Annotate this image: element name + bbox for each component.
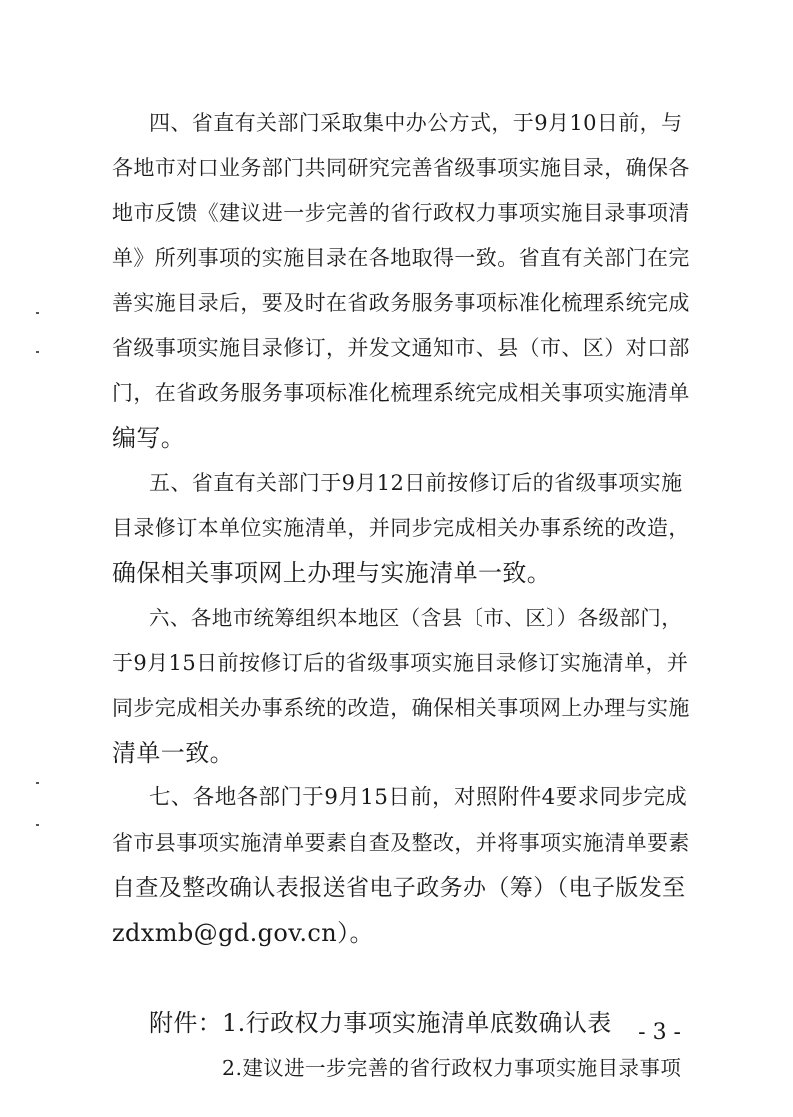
item-4-line-6: 省级事项实施目录修订，并发文通知市、县（市、区）对口部 [112, 336, 690, 360]
item-4-line-2: 各地市对口业务部门共同研究完善省级事项实施目录，确保各 [112, 156, 690, 180]
attachment-item-1: 1.行政权力事项实施清单底数确认表 [222, 1009, 612, 1037]
scan-speck [36, 824, 39, 826]
item-7-line-1: 七、各地各部门于9月15日前，对照附件4要求同步完成 [149, 785, 688, 810]
item-6-line-3: 同步完成相关办事系统的改造，确保相关事项网上办理与实施 [112, 696, 690, 720]
attachment-item-2: 2.建议进一步完善的省行政权力事项实施目录事项 [222, 1056, 682, 1080]
item-4-line-4: 单》所列事项的实施目录在各地取得一致。省直有关部门在完 [112, 246, 690, 270]
item-7-line-4: zdxmb@gd.gov.cn）。 [112, 919, 374, 947]
item-5-line-2: 目录修订本单位实施清单，并同步完成相关办事系统的改造， [112, 516, 690, 540]
item-6-line-4: 清单一致。 [112, 739, 234, 767]
item-4-line-7: 门，在省政务服务事项标准化梳理系统完成相关事项实施清单 [112, 381, 690, 405]
item-5-line-3: 确保相关事项网上办理与实施清单一致。 [112, 559, 552, 587]
item-4-line-1: 四、省直有关部门采取集中办公方式，于9月10日前，与 [149, 111, 683, 135]
item-4-line-5: 善实施目录后，要及时在省政务服务事项标准化梳理系统完成 [112, 291, 690, 315]
scan-speck [36, 782, 39, 784]
item-7-line-3: 自查及整改确认表报送省电子政务办（筹）（电子版发至 [112, 875, 686, 901]
item-4-line-3: 地市反馈《建议进一步完善的省行政权力事项实施目录事项清 [112, 201, 690, 225]
item-7-line-2: 省市县事项实施清单要素自查及整改，并将事项实施清单要素 [112, 831, 690, 855]
attachments-label: 附件： [149, 1009, 223, 1037]
item-5-line-1: 五、省直有关部门于9月12日前按修订后的省级事项实施 [149, 471, 683, 495]
item-6-line-1: 六、各地市统筹组织本地区（含县〔市、区〕）各级部门， [149, 606, 683, 630]
scan-speck [36, 312, 39, 314]
item-4-line-8: 编写。 [112, 424, 186, 452]
scan-speck [36, 351, 39, 353]
item-6-line-2: 于9月15日前按修订后的省级事项实施目录修订实施清单，并 [112, 651, 689, 675]
page-number: - 3 - [638, 1020, 681, 1045]
